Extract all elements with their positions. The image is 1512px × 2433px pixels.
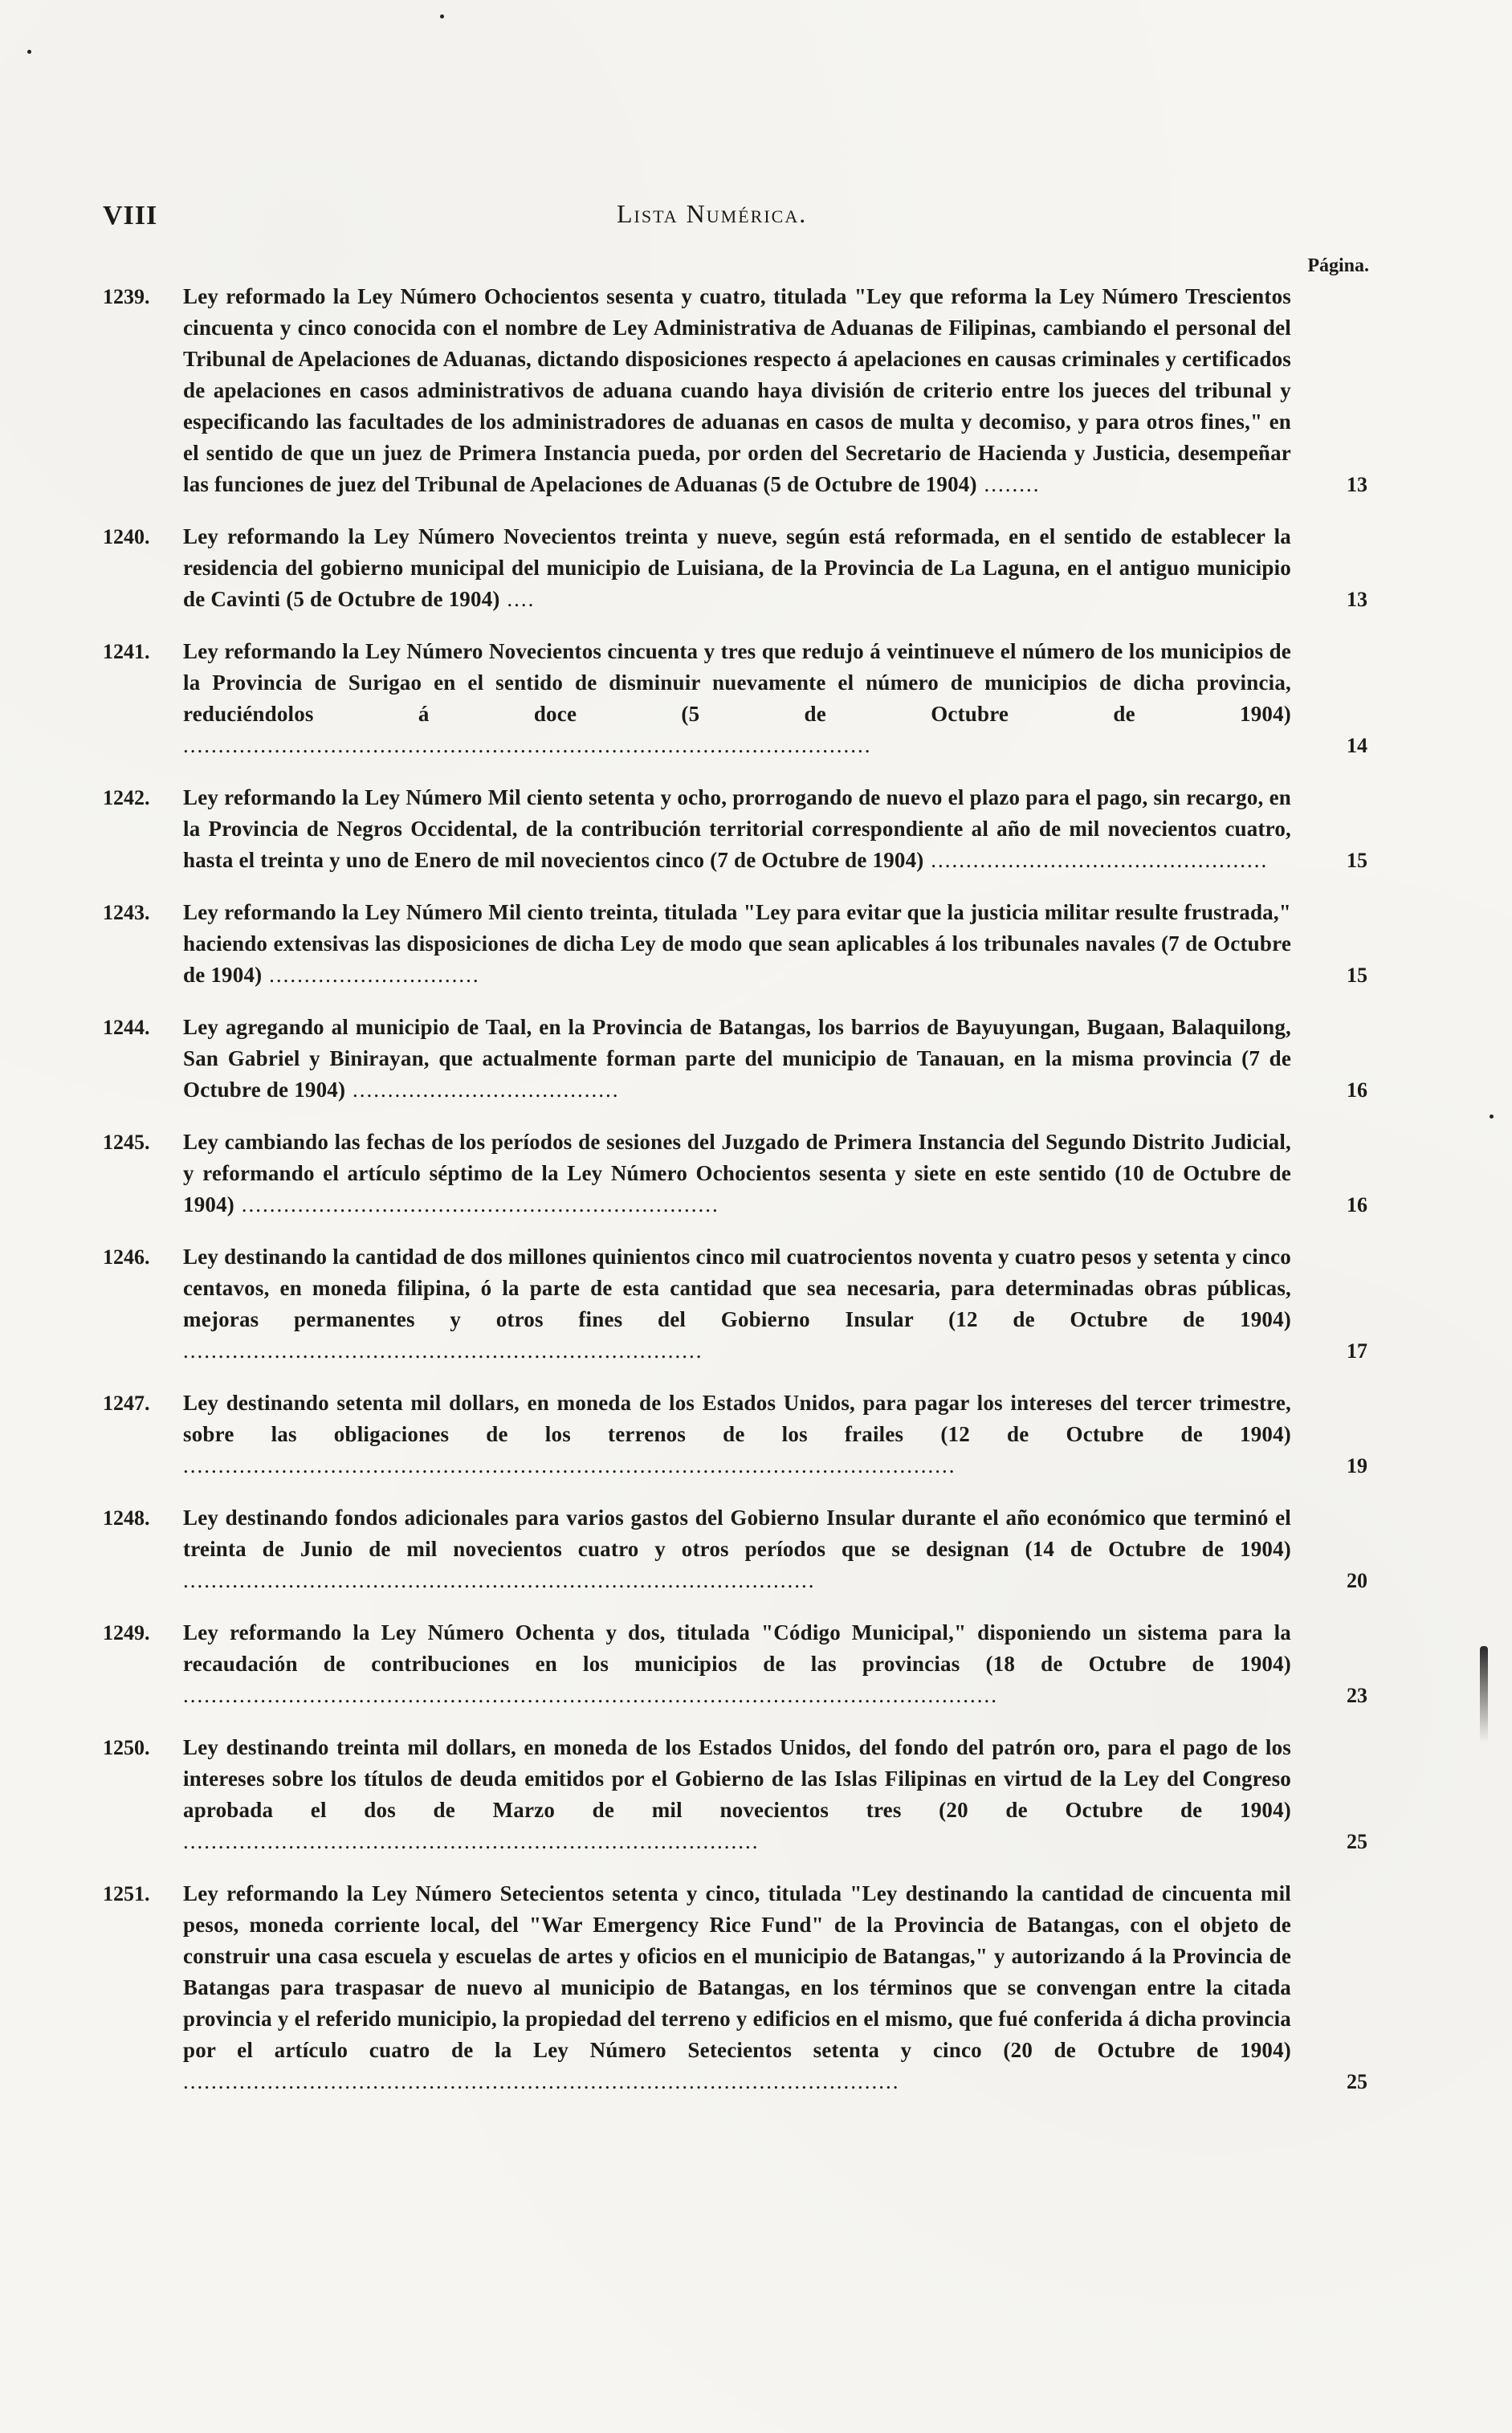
ink-speck [1490,1115,1494,1119]
list-item [103,1502,1367,1596]
entry-number: 1251. [103,1882,150,1905]
entry-text: Ley destinando la cantidad de dos millones quinientos cinco mil cuatrocientos noventa y cuatro pesos y setenta y cinco centavos, en moneda filipina, ó la parte de esta cantidad que sea necesaria, para determinadas obras públicas, mejoras permanentes y otros fines del Gobierno Insular (12 de Octubre de 1904) .......................................................................... [183,1245,1291,1363]
entry-page: 25 [1347,2070,1367,2093]
entry-page: 16 [1347,1193,1367,1216]
ink-speck [440,14,444,18]
entry-number: 1239. [103,285,150,308]
entry-page: 15 [1347,849,1367,872]
list-item [103,1127,1367,1221]
dot-leader: ................................................ [923,848,1269,872]
list-item [103,1241,1367,1367]
dot-leader: .................................................................................................. [183,733,872,757]
entry-number: 1243. [103,901,150,924]
page-folio: VIII [103,201,158,230]
entry-text: Ley reformando la Ley Número Mil ciento treinta, titulada "Ley para evitar que la justicia militar resulte frustrada," haciendo extensivas las disposiciones de dicha Ley de modo que sean aplicables á los tribunales navales (7 de Octubre de 1904) .............................. [183,900,1291,987]
dot-leader: .............................................................................................................. [183,1453,956,1477]
dot-leader: .................................................................... [234,1192,719,1216]
dot-leader: .................................................................................. [183,1829,760,1853]
list-item [103,1732,1367,1857]
entry-page: 23 [1347,1684,1367,1707]
entry-number: 1244. [103,1016,150,1039]
entry-number: 1242. [103,786,150,809]
entry-page: 19 [1347,1454,1367,1477]
entry-page: 17 [1347,1339,1367,1363]
entry-text: Ley agregando al municipio de Taal, en la Provincia de Batangas, los barrios de Bayuyungan, Bugaan, Balaquilong, San Gabriel y Binirayan, que actualmente forman parte del municipio de Tanauan, en la misma provincia (7 de Octubre de 1904) ...................................... [183,1015,1291,1102]
dot-leader: .... [499,587,536,611]
entry-number: 1248. [103,1506,150,1530]
dot-leader: .................................................................................................................... [183,1683,998,1707]
entry-page: 16 [1347,1078,1367,1102]
list-item [103,1878,1367,2097]
page-column-heading: Página. [1307,255,1369,276]
list-item [103,1012,1367,1106]
entry-text: Ley reformando la Ley Número Ochenta y dos, titulada "Código Municipal," disponiendo un sistema para la recaudación de contribuciones en los municipios de las provincias (18 de Octubre de 1904) .................................................................................................................... [183,1620,1291,1707]
entry-page: 13 [1347,588,1367,611]
dot-leader: ...................................... [345,1078,620,1102]
entry-number: 1241. [103,640,150,663]
entry-page: 25 [1347,1830,1367,1853]
entry-text: Ley reformando la Ley Número Mil ciento setenta y ocho, prorrogando de nuevo el plazo para el pago, sin recargo, en la Provincia de Negros Occidental, de la contribución territorial correspondiente al año de mil novecientos cuatro, hasta el treinta y uno de Enero de mil novecientos cinco (7 de Octubre de 1904) ................................................ [183,785,1291,872]
entry-text: Ley reformado la Ley Número Ochocientos sesenta y cuatro, titulada "Ley que reforma la Ley Número Trescientos cincuenta y cinco conocida con el nombre de Ley Administrativa de Aduanas de Filipinas, cambiando el personal del Tribunal de Apelaciones de Aduanas, dictando disposiciones respecto á apelaciones en causas criminales y certificados de apelaciones en casos administrativos de aduana cuando haya división de criterio entre los jueces del tribunal y especificando las facultades de los administradores de aduanas en casos de multa y decomiso, y para otros fines," en el sentido de que un juez de Primera Instancia pueda, por orden del Secretario de Hacienda y Justicia, desempeñar las funciones de juez del Tribunal de Apelaciones de Aduanas (5 de Octubre de 1904) ........ [183,284,1291,496]
entry-number: 1240. [103,525,150,548]
entry-number: 1246. [103,1245,150,1269]
list-item [103,636,1367,761]
entry-page: 13 [1347,473,1367,496]
dot-leader: .......................................................................... [183,1339,703,1363]
entry-page: 15 [1347,964,1367,987]
entry-page: 14 [1347,734,1367,757]
entry-text: Ley reformando la Ley Número Setecientos setenta y cinco, titulada "Ley destinando la cantidad de cincuenta mil pesos, moneda corriente local, del "War Emergency Rice Fund" de la Provincia de Batangas, con el objeto de construir una casa escuela y escuelas de artes y oficios en el municipio de Batangas," y autorizando á la Provincia de Batangas para traspasar de nuevo al municipio de Batangas, en los términos que se convengan entre la citada provincia y el referido municipio, la propiedad del terreno y edificios en el mismo, que fué conferida á dicha provincia por el artículo cuatro de la Ley Número Setecientos setenta y cinco (20 de Octubre de 1904) ...................................................................................................... [183,1881,1291,2093]
ink-speck [27,50,31,54]
dot-leader: .............................. [262,963,480,987]
dot-leader: .......................................................................................... [183,1568,816,1592]
entry-text: Ley destinando setenta mil dollars, en moneda de los Estados Unidos, para pagar los intereses del tercer trimestre, sobre las obligaciones de los terrenos de los frailes (12 de Octubre de 1904) .............................................................................................................. [183,1391,1291,1477]
entry-text: Ley reformando la Ley Número Novecientos cincuenta y tres que redujo á veintinueve el número de los municipios de la Provincia de Surigao en el sentido de disminuir nuevamente el número de municipios de dicha provincia, reduciéndolos á doce (5 de Octubre de 1904) .................................................................................................. [183,639,1291,757]
dot-leader: ........ [976,472,1041,496]
list-item [103,782,1367,876]
entry-list [103,281,1367,2118]
entry-page: 20 [1347,1569,1367,1592]
entry-text: Ley destinando treinta mil dollars, en moneda de los Estados Unidos, del fondo del patrón oro, para el pago de los intereses sobre los títulos de deuda emitidos por el Gobierno de las Islas Filipinas en virtud de la Ley del Congreso aprobada el dos de Marzo de mil novecientos tres (20 de Octubre de 1904) .................................................................................. [183,1735,1291,1853]
entry-number: 1247. [103,1392,150,1415]
list-item [103,521,1367,615]
dot-leader: ...................................................................................................... [183,2069,900,2093]
list-item [103,1388,1367,1481]
page-edge-mark [1480,1646,1488,1742]
entry-text: Ley destinando fondos adicionales para varios gastos del Gobierno Insular durante el año económico que terminó el treinta de Junio de mil novecientos cuatro y otros períodos que se designan (14 de Octubre de 1904) .......................................................................................... [183,1506,1291,1592]
entry-number: 1249. [103,1621,150,1644]
entry-number: 1250. [103,1736,150,1759]
entry-number: 1245. [103,1131,150,1154]
list-item [103,897,1367,991]
entry-text: Ley reformando la Ley Número Novecientos treinta y nueve, según está reformada, en el sentido de establecer la residencia del gobierno municipal del municipio de Luisiana, de la Provincia de La Laguna, en el antiguo municipio de Cavinti (5 de Octubre de 1904) .... [183,524,1291,611]
page-header [103,201,1347,249]
list-item [103,281,1367,500]
entry-text: Ley cambiando las fechas de los períodos de sesiones del Juzgado de Primera Instancia del Segundo Distrito Judicial, y reformando el artículo séptimo de la Ley Número Ochocientos sesenta y siete en este sentido (10 de Octubre de 1904) .................................................................... [183,1130,1291,1216]
list-item [103,1617,1367,1711]
running-title: Lista Numérica. [617,199,808,228]
